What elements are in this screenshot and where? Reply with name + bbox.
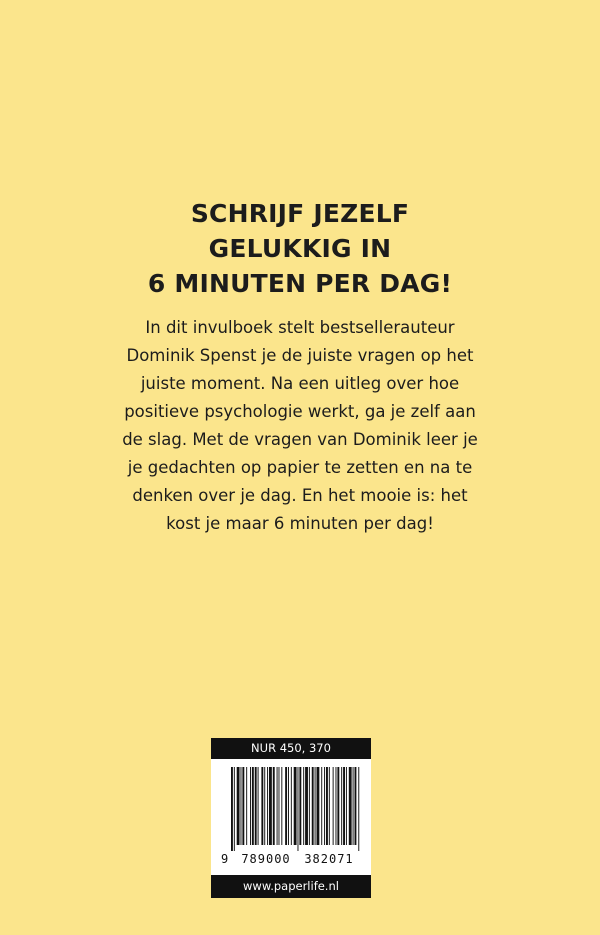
blurb-line: In dit invulboek stelt bestsellerauteur	[145, 318, 455, 337]
barcode-bar	[258, 767, 259, 845]
barcode-bar	[281, 767, 282, 845]
barcode-digits-right: 382071	[304, 852, 354, 866]
blurb-line: Dominik Spenst je de juiste vragen op het	[126, 346, 474, 365]
barcode-bar	[329, 767, 330, 845]
blurb-line: positieve psychologie werkt, ga je zelf aan	[124, 402, 476, 421]
barcode-bar	[231, 767, 233, 851]
barcode-bar	[309, 767, 310, 845]
barcode-bar	[303, 767, 304, 845]
barcode-bar	[336, 767, 337, 845]
barcode-bar	[285, 767, 287, 845]
barcode-bar	[234, 767, 235, 851]
blurb-line: juiste moment. Na een uitleg over hoe	[140, 374, 460, 393]
barcode-bar	[353, 767, 354, 845]
barcode-digit-prefix: 9	[221, 852, 229, 866]
barcode-bar	[242, 767, 244, 845]
barcode-bar	[305, 767, 308, 845]
barcode-bar	[341, 767, 342, 845]
barcode-bar	[333, 767, 334, 845]
barcode-graphic	[211, 759, 371, 869]
barcode-bar	[321, 767, 322, 845]
barcode-bar	[269, 767, 272, 845]
blurb-line: je gedachten op papier te zetten en na te	[127, 458, 473, 477]
barcode-bar	[294, 767, 297, 845]
barcode-bar	[279, 767, 280, 845]
barcode-bar	[317, 767, 320, 845]
nur-code: NUR 450, 370	[211, 738, 371, 759]
barcode-bar	[267, 767, 268, 845]
barcode-bar	[246, 767, 247, 845]
barcode-bar	[255, 767, 257, 845]
barcode-bar	[237, 767, 240, 845]
barcode-bar	[277, 767, 278, 845]
barcode-digits-left: 789000	[241, 852, 291, 866]
headline-line: 6 MINUTEN PER DAG!	[147, 269, 453, 298]
barcode-bar	[337, 767, 339, 845]
headline-line: GELUKKIG IN	[208, 234, 392, 263]
barcode-block	[211, 738, 371, 898]
blurb-line: kost je maar 6 minuten per dag!	[166, 514, 434, 533]
barcode-bar	[324, 767, 325, 845]
barcode-bar	[273, 767, 275, 845]
headline	[0, 196, 600, 301]
barcode-bars	[231, 767, 359, 851]
barcode-bar	[355, 767, 357, 845]
barcode-bar	[315, 767, 316, 845]
blurb-text	[110, 314, 490, 538]
barcode-bar	[312, 767, 314, 845]
barcode-bar	[349, 767, 352, 845]
barcode-bar	[299, 767, 301, 845]
barcode-bar	[298, 767, 299, 851]
barcode-bar	[264, 767, 265, 845]
barcode-bar	[241, 767, 242, 845]
barcode-bar	[288, 767, 289, 845]
headline-line: SCHRIJF JEZELF	[190, 199, 410, 228]
website-url: www.paperlife.nl	[211, 875, 371, 898]
blurb-line: de slag. Met de vragen van Dominik leer je	[122, 430, 478, 449]
barcode-bar	[291, 767, 292, 845]
barcode-bar	[250, 767, 251, 845]
barcode-bar	[252, 767, 254, 845]
barcode-bar	[261, 767, 263, 845]
barcode-bar	[343, 767, 345, 845]
barcode-bar	[346, 767, 347, 845]
barcode-bar	[358, 767, 359, 851]
barcode-bar	[326, 767, 328, 845]
blurb-line: denken over je dag. En het mooie is: het	[132, 486, 468, 505]
